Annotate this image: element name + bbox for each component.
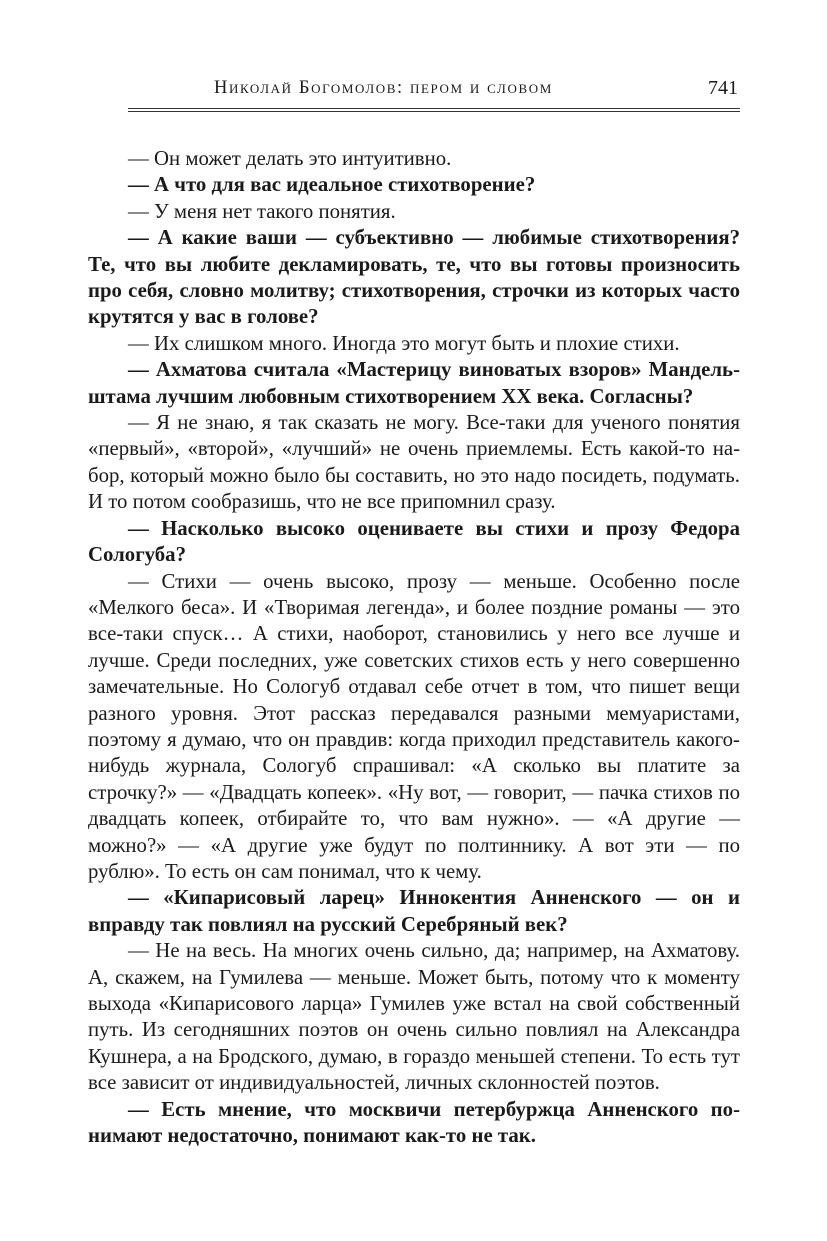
question-paragraph: — «Кипарисовый ларец» Иннокентия Анненского — он и вправду так повлиял на русский Серебряный век? <box>88 886 740 936</box>
page-number: 741 <box>708 77 738 99</box>
answer-paragraph: — Стихи — очень высоко, прозу — меньше. Особенно после «Мелкого беса». И «Творимая легенда», и более поздние романы — это все-таки спуск… А стихи, наоборот, становились у него все лучше и лучше. Среди последних, уже советских стихов есть у него совершенно замечательные. Но Сологуб отдавал себе отчет в том, что пишет вещи разного уровня. Этот рассказ передавался разными мемуаристами, поэтому я думаю, что он правдив: когда приходил представитель какого-нибудь журнала, Сологуб спрашивал: «А сколько вы платите за строчку?» — «Двадцать копеек». «Ну вот, — говорит, — пачка стихов по двадцать копеек, отбирайте то, что вам нужно». — «А другие — можно?» — «А другие уже будут по полтиннику. А вот эти — по рублю». То есть он сам понимал, что к чему. <box>88 569 740 883</box>
answer-paragraph: — Не на весь. На многих очень сильно, да; например, на Ахматову. А, скажем, на Гумилева — меньше. Может быть, потому что к моменту выхода «Кипарисового ларца» Гумилев уже встал на свой собственный путь. Из сегодняшних поэтов он очень сильно повлиял на Александра Кушнера, а на Бродского, думаю, в гораздо меньшей степени. То есть тут все зависит от индивидуальностей, личных склонностей поэтов. <box>88 939 740 1095</box>
interview-text <box>88 146 740 1149</box>
answer-paragraph: — У меня нет такого понятия. <box>128 199 396 223</box>
header-rule-bottom <box>128 111 740 112</box>
running-head <box>128 78 740 104</box>
answer-paragraph: — Их слишком много. Иногда это могут быть и плохие стихи. <box>128 331 680 355</box>
answer-paragraph: — Он может делать это интуитивно. <box>128 147 452 170</box>
question-paragraph: — Есть мнение, что москвичи петербуржца Анненского понимают недостаточно, понимают как-то не так. <box>88 1097 740 1148</box>
question-paragraph: — А какие ваши — субъективно — любимые стихотворения? Те, что вы любите декламировать, те, что вы готовы произносить про себя, словно молитву; стихотворения, строчки из которых часто крутятся у вас в голове? <box>88 226 740 329</box>
header-rule-top <box>128 108 740 109</box>
question-paragraph: — Ахматова считала «Мастерицу виноватых взоров» Мандельштама лучшим любовным стихотворением XX века. Согласны? <box>88 358 740 408</box>
question-paragraph: — А что для вас идеальное стихотворение? <box>128 173 536 197</box>
question-paragraph: — Насколько высоко оцениваете вы стихи и прозу Федора Сологуба? <box>88 516 740 567</box>
answer-paragraph: — Я не знаю, я так сказать не могу. Все-таки для ученого понятия «первый», «второй», «лучший» не очень приемлемы. Есть какой-то набор, который можно было бы составить, но это надо посидеть, подумать. И то потом сообразишь, что не все припомнил сразу. <box>88 411 740 514</box>
running-title: Николай Богомолов: пером и словом <box>214 78 553 98</box>
